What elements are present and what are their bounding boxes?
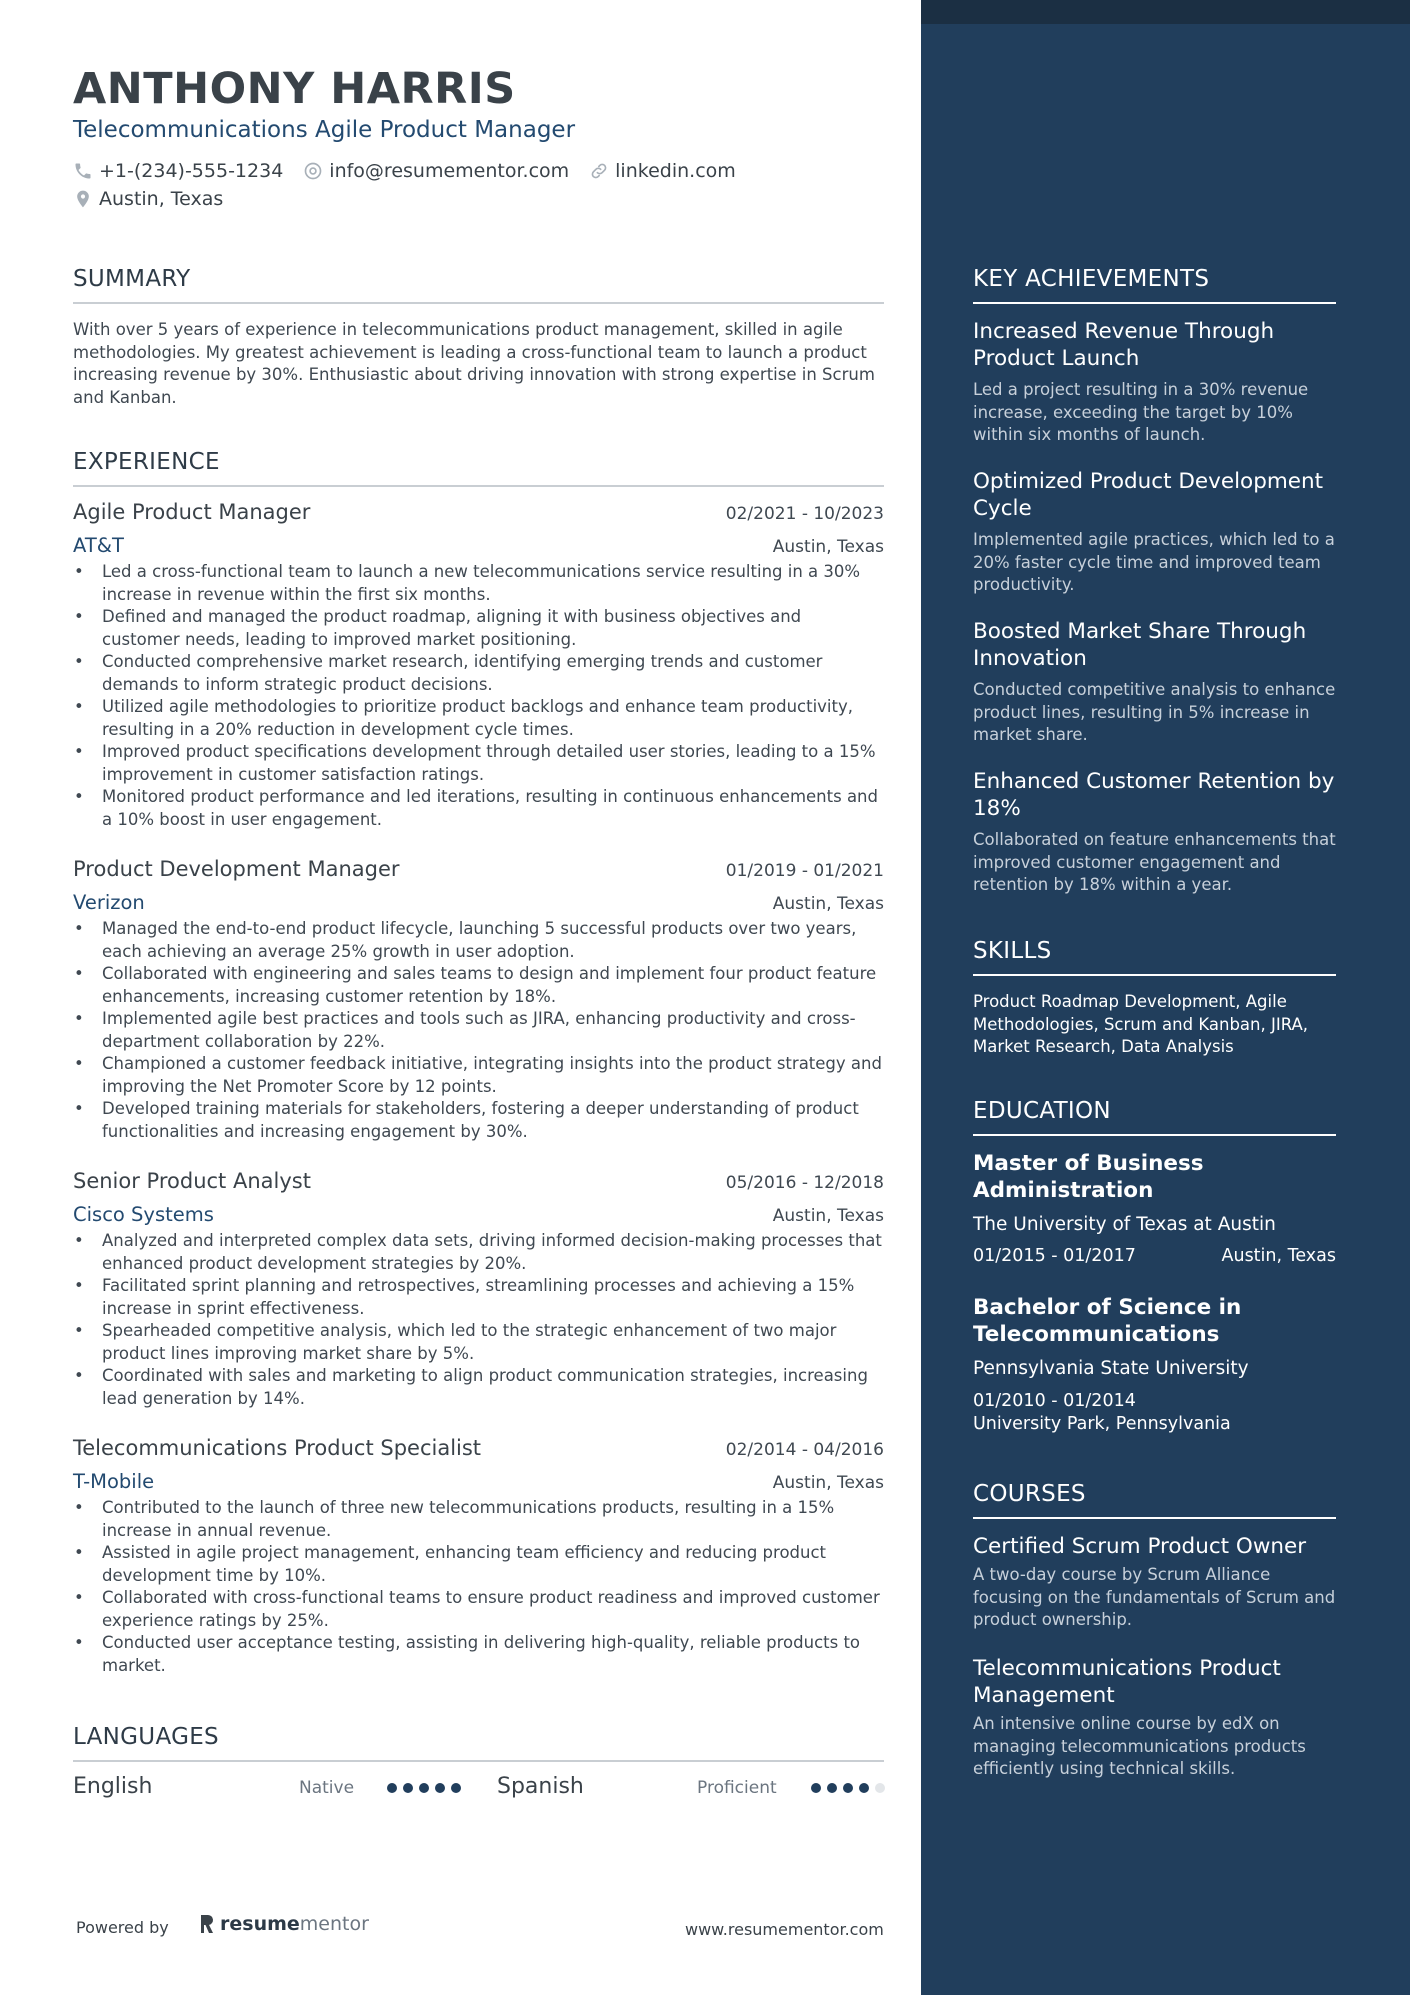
- bullet-item: • Analyzed and interpreted complex data sets, driving informed decision-making processes that enhanced product development strategies by 20%.: [73, 1230, 884, 1275]
- bullet-item: • Coordinated with sales and marketing to align product communication strategies, increasing lead generation by 14%.: [73, 1365, 884, 1410]
- achievement-desc: Led a project resulting in a 30% revenue increase, exceeding the target by 10% within six months of launch.: [973, 380, 1309, 444]
- rating-dot-filled: [811, 1783, 821, 1793]
- languages-heading: LANGUAGES: [73, 1724, 884, 1762]
- education-degree: Bachelor of Science in Telecommunications: [973, 1295, 1242, 1347]
- language-name: Spanish: [497, 1774, 584, 1799]
- logo-light: mentor: [299, 1913, 369, 1935]
- languages-row: [73, 1774, 884, 1804]
- achievement-desc: Conducted competitive analysis to enhance product lines, resulting in 5% increase in market share.: [973, 680, 1336, 744]
- job-location: Austin, Texas: [772, 1206, 884, 1226]
- achievement-item: [973, 768, 1336, 897]
- job-title: Senior Product Analyst: [73, 1169, 311, 1193]
- job-bullets: [73, 561, 884, 831]
- job-title: Agile Product Manager: [73, 500, 311, 524]
- job-location: Austin, Texas: [772, 1473, 884, 1493]
- rating-dot-empty: [875, 1783, 885, 1793]
- achievement-title: Boosted Market Share Through Innovation: [973, 619, 1307, 671]
- course-desc: An intensive online course by edX on managing telecommunications products efficiently using technical skills.: [973, 1714, 1306, 1778]
- bullet-item: • Implemented agile best practices and tools such as JIRA, enhancing productivity and cross-department collaboration by 22%.: [73, 1008, 884, 1053]
- bullet-item: • Utilized agile methodologies to prioritize product backlogs and enhance team productivity, resulting in a 20% reduction in development cycle times.: [73, 696, 884, 741]
- job-entry: [73, 857, 884, 1143]
- resumementor-logo-icon: [198, 1913, 216, 1935]
- bullet-item: • Developed training materials for stakeholders, fostering a deeper understanding of product functionalities and increasing engagement by 30%.: [73, 1098, 884, 1143]
- job-title: Product Development Manager: [73, 857, 400, 881]
- achievement-title: Optimized Product Development Cycle: [973, 469, 1324, 521]
- bullet-item: • Led a cross-functional team to launch a new telecommunications service resulting in a 30% increase in revenue within the first six months.: [73, 561, 884, 606]
- job-bullets: [73, 1230, 884, 1410]
- language-rating: [387, 1783, 467, 1793]
- contact-phone: [73, 160, 283, 182]
- bullet-item: • Collaborated with cross-functional teams to ensure product readiness and improved customer experience ratings by 25%.: [73, 1587, 884, 1632]
- job-company: T-Mobile: [73, 1470, 155, 1493]
- job-location: Austin, Texas: [772, 894, 884, 914]
- job-bullets: [73, 1497, 884, 1677]
- contact-row-2: [73, 188, 243, 210]
- achievements-heading: KEY ACHIEVEMENTS: [973, 266, 1336, 304]
- course-title: Telecommunications Product Management: [973, 1656, 1281, 1708]
- job-entry: [73, 500, 884, 831]
- rating-dot-filled: [859, 1783, 869, 1793]
- bullet-item: • Conducted user acceptance testing, assisting in delivering high-quality, reliable products to market.: [73, 1632, 884, 1677]
- skills-text: Product Roadmap Development, Agile Methodologies, Scrum and Kanban, JIRA, Market Research, Data Analysis: [973, 992, 1309, 1056]
- achievement-desc: Implemented agile practices, which led to a 20% faster cycle time and improved team productivity.: [973, 530, 1335, 594]
- achievement-title: Enhanced Customer Retention by 18%: [973, 769, 1335, 821]
- candidate-name: ANTHONY HARRIS: [73, 64, 516, 114]
- phone-text: +1-(234)-555-1234: [99, 160, 284, 182]
- education-dates: 01/2015 - 01/2017: [973, 1246, 1136, 1266]
- course-item: [973, 1533, 1336, 1632]
- language-rating: [811, 1783, 891, 1793]
- sidebar-top-band: [921, 0, 1410, 24]
- job-dates: 05/2016 - 12/2018: [725, 1173, 884, 1193]
- logo-bold: resume: [220, 1913, 300, 1935]
- education-item: [973, 1294, 1336, 1436]
- course-title: Certified Scrum Product Owner: [973, 1534, 1307, 1559]
- bullet-item: • Contributed to the launch of three new telecommunications products, resulting in a 15% increase in annual revenue.: [73, 1497, 884, 1542]
- rating-dot-filled: [387, 1783, 397, 1793]
- rating-dot-filled: [403, 1783, 413, 1793]
- bullet-item: • Defined and managed the product roadmap, aligning it with business objectives and customer needs, leading to improved market positioning.: [73, 606, 884, 651]
- location-pin-icon: [73, 189, 93, 209]
- education-item: [973, 1150, 1336, 1266]
- job-company: Verizon: [73, 891, 145, 914]
- bullet-item: • Managed the end-to-end product lifecycle, launching 5 successful products over two years, each achieving an average 25% growth in user adoption.: [73, 918, 884, 963]
- rating-dot-filled: [827, 1783, 837, 1793]
- language-level: Proficient: [697, 1778, 777, 1798]
- job-dates: 02/2021 - 10/2023: [725, 504, 884, 524]
- education-heading: EDUCATION: [973, 1098, 1336, 1136]
- bullet-item: • Improved product specifications development through detailed user stories, leading to a 15% improvement in customer satisfaction ratings.: [73, 741, 884, 786]
- phone-icon: [73, 161, 93, 181]
- powered-by-label: Powered by: [76, 1918, 169, 1937]
- education-degree: Master of Business Administration: [973, 1151, 1204, 1203]
- job-company: AT&T: [73, 534, 124, 557]
- education-dates: 01/2010 - 01/2014: [973, 1391, 1136, 1411]
- resume-sidebar: [921, 0, 1410, 1995]
- email-text[interactable]: info@resumementor.com: [329, 160, 570, 182]
- achievement-item: [973, 618, 1336, 747]
- bullet-item: • Assisted in agile project management, enhancing team efficiency and reducing product development time by 10%.: [73, 1542, 884, 1587]
- summary-heading: SUMMARY: [73, 266, 884, 304]
- at-sign-icon: [303, 161, 323, 181]
- bullet-item: • Championed a customer feedback initiative, integrating insights into the product strategy and improving the Net Promoter Score by 12 points.: [73, 1053, 884, 1098]
- contact-email[interactable]: [303, 160, 569, 182]
- experience-heading: EXPERIENCE: [73, 449, 884, 487]
- summary-text: With over 5 years of experience in telecommunications product management, skilled in agile methodologies. My greatest achievement is leading a cross-functional team to launch a product increasing revenue by 30%. Enthusiastic about driving innovation with strong expertise in Scrum and Kanban.: [73, 320, 875, 407]
- achievement-item: [973, 468, 1336, 597]
- job-entry: [73, 1436, 884, 1677]
- courses-heading: COURSES: [973, 1481, 1336, 1519]
- rating-dot-filled: [451, 1783, 461, 1793]
- achievement-item: [973, 318, 1336, 447]
- rating-dot-filled: [419, 1783, 429, 1793]
- bullet-item: • Monitored product performance and led iterations, resulting in continuous enhancements and a 10% boost in user engagement.: [73, 786, 884, 831]
- link-icon: [589, 161, 609, 181]
- course-item: [973, 1655, 1336, 1781]
- footer-website[interactable]: www.resumementor.com: [685, 1920, 884, 1939]
- contact-row: [73, 160, 756, 182]
- bullet-item: • Spearheaded competitive analysis, which led to the strategic enhancement of two major product lines improving market share by 5%.: [73, 1320, 884, 1365]
- education-location: University Park, Pennsylvania: [973, 1414, 1231, 1434]
- achievement-title: Increased Revenue Through Product Launch: [973, 319, 1275, 371]
- job-dates: 01/2019 - 01/2021: [725, 861, 884, 881]
- rating-dot-filled: [435, 1783, 445, 1793]
- contact-location: [73, 188, 223, 210]
- resumementor-logo: [198, 1913, 369, 1935]
- skills-heading: SKILLS: [973, 938, 1336, 976]
- education-location: Austin, Texas: [1221, 1246, 1336, 1266]
- linkedin-text[interactable]: linkedin.com: [615, 160, 736, 182]
- course-desc: A two-day course by Scrum Alliance focusing on the fundamentals of Scrum and product ownership.: [973, 1565, 1336, 1629]
- bullet-item: • Conducted comprehensive market research, identifying emerging trends and customer demands to inform strategic product decisions.: [73, 651, 884, 696]
- rating-dot-filled: [843, 1783, 853, 1793]
- language-level: Native: [299, 1778, 355, 1798]
- education-school: The University of Texas at Austin: [973, 1214, 1276, 1235]
- job-entry: [73, 1169, 884, 1410]
- education-school: Pennsylvania State University: [973, 1358, 1249, 1379]
- achievement-desc: Collaborated on feature enhancements that improved customer engagement and retention by 18% within a year.: [973, 830, 1336, 894]
- contact-linkedin[interactable]: [589, 160, 736, 182]
- location-text: Austin, Texas: [99, 188, 224, 210]
- job-location: Austin, Texas: [772, 537, 884, 557]
- candidate-title: Telecommunications Agile Product Manager: [73, 117, 576, 143]
- skills-list: [973, 991, 1336, 1059]
- job-dates: 02/2014 - 04/2016: [725, 1440, 884, 1460]
- job-company: Cisco Systems: [73, 1203, 214, 1226]
- bullet-item: • Facilitated sprint planning and retrospectives, streamlining processes and achieving a 15% increase in sprint effectiveness.: [73, 1275, 884, 1320]
- job-title: Telecommunications Product Specialist: [73, 1436, 482, 1460]
- bullet-item: • Collaborated with engineering and sales teams to design and implement four product feature enhancements, increasing customer retention by 18%.: [73, 963, 884, 1008]
- logo-wordmark: [220, 1913, 369, 1935]
- job-bullets: [73, 918, 884, 1143]
- language-name: English: [73, 1774, 153, 1799]
